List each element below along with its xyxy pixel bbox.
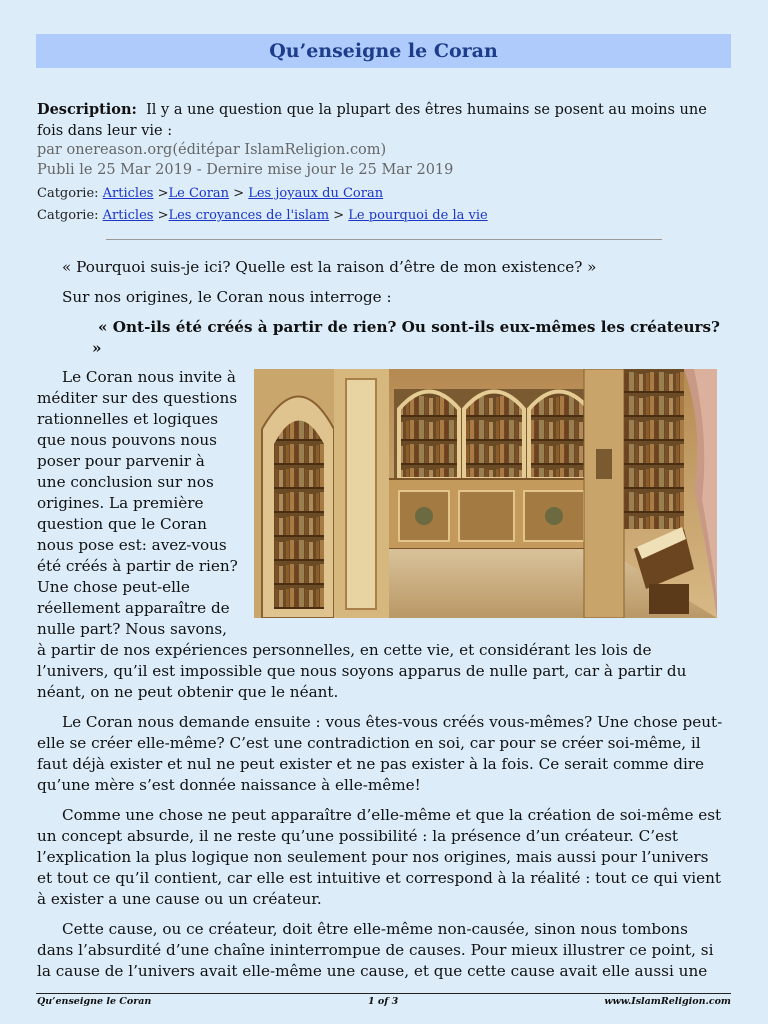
article-body (37, 257, 727, 991)
category-separator: > (153, 186, 169, 201)
page-title: Qu’enseigne le Coran (269, 40, 498, 62)
category-label: Catgorie: (37, 186, 99, 201)
category-line-1 (37, 185, 737, 203)
library-illustration (254, 369, 717, 618)
footer-page-number: 1 of 3 (368, 996, 399, 1007)
divider (106, 239, 662, 240)
category-separator: > (153, 208, 169, 223)
category-link-croyances[interactable]: Les croyances de l'islam (168, 208, 330, 223)
description-text: Il y a une question que la plupart des êtres humains se posent au moins une fois dans leur vie : (37, 102, 707, 139)
title-bar (36, 34, 731, 68)
paragraph-6: Cette cause, ou ce créateur, doit être elle-même non-causée, sinon nous tombons dans l’absurdité d’une chaîne ininterrompue de causes. Pour mieux illustrer ce point, si la cause de l’univers avait elle-même une cause, et que cette cause avait elle aussi une (37, 920, 714, 980)
description (37, 99, 737, 142)
description-label: Description: (37, 101, 137, 118)
paragraph-2: Sur nos origines, le Coran nous interroge : (62, 288, 392, 306)
published-line: Publi le 25 Mar 2019 - Dernire mise jour le 25 Mar 2019 (37, 162, 454, 178)
category-line-2 (37, 207, 737, 225)
footer-divider (36, 993, 731, 994)
paragraph-4: Le Coran nous demande ensuite : vous êtes-vous créés vous-mêmes? Une chose peut-elle se créer elle-même? C’est une contradiction en soi, car pour se créer soi-même, il faut déjà exister et nul ne peut exister et ne pas exister à la fois. Ce serait comme dire qu’une mère s’est donnée naissance à elle-même! (37, 713, 723, 794)
paragraph-3: Le Coran nous invite à méditer sur des questions rationnelles et logiques que nous pouvons nous poser pour parvenir à une conclusion sur nos origines. La première question que le Coran nous pose est: avez-vous été créés à partir de rien? Une chose peut-elle réellement apparaître de nulle part? Nous savons, à partir de nos expériences personnelles, en cette vie, et considérant les lois de l’univers, qu’il est impossible que nous soyons apparus de nulle part, car à partir du néant, on ne peut obtenir que le néant. (37, 368, 687, 701)
paragraph-1: « Pourquoi suis-je ici? Quelle est la raison d’être de mon existence? » (62, 258, 597, 276)
category-link-le-coran[interactable]: Le Coran (168, 186, 230, 201)
author-line: par onereason.org(éditépar IslamReligion.com) (37, 142, 387, 158)
category-separator: > (229, 186, 249, 201)
category-link-articles[interactable]: Articles (102, 208, 154, 223)
category-link-joyaux[interactable]: Les joyaux du Coran (248, 186, 384, 201)
category-link-articles[interactable]: Articles (102, 186, 154, 201)
category-link-pourquoi[interactable]: Le pourquoi de la vie (348, 208, 488, 223)
category-separator: > (329, 208, 349, 223)
quran-quote: « Ont-ils été créés à partir de rien? Ou sont-ils eux-mêmes les créateurs? » (92, 318, 720, 357)
category-label: Catgorie: (37, 208, 99, 223)
footer-site: www.IslamReligion.com (604, 996, 731, 1007)
paragraph-5: Comme une chose ne peut apparaître d’elle-même et que la création de soi-même est un concept absurde, il ne reste qu’une possibilité : la présence d’un créateur. C’est l’explication la plus logique non seulement pour nos origines, mais aussi pour l’univers et tout ce qu’il contient, car elle est intuitive et correspond à la réalité : tout ce qui vient à exister a une cause ou un créateur. (37, 806, 722, 908)
footer-title: Qu’enseigne le Coran (37, 996, 152, 1007)
